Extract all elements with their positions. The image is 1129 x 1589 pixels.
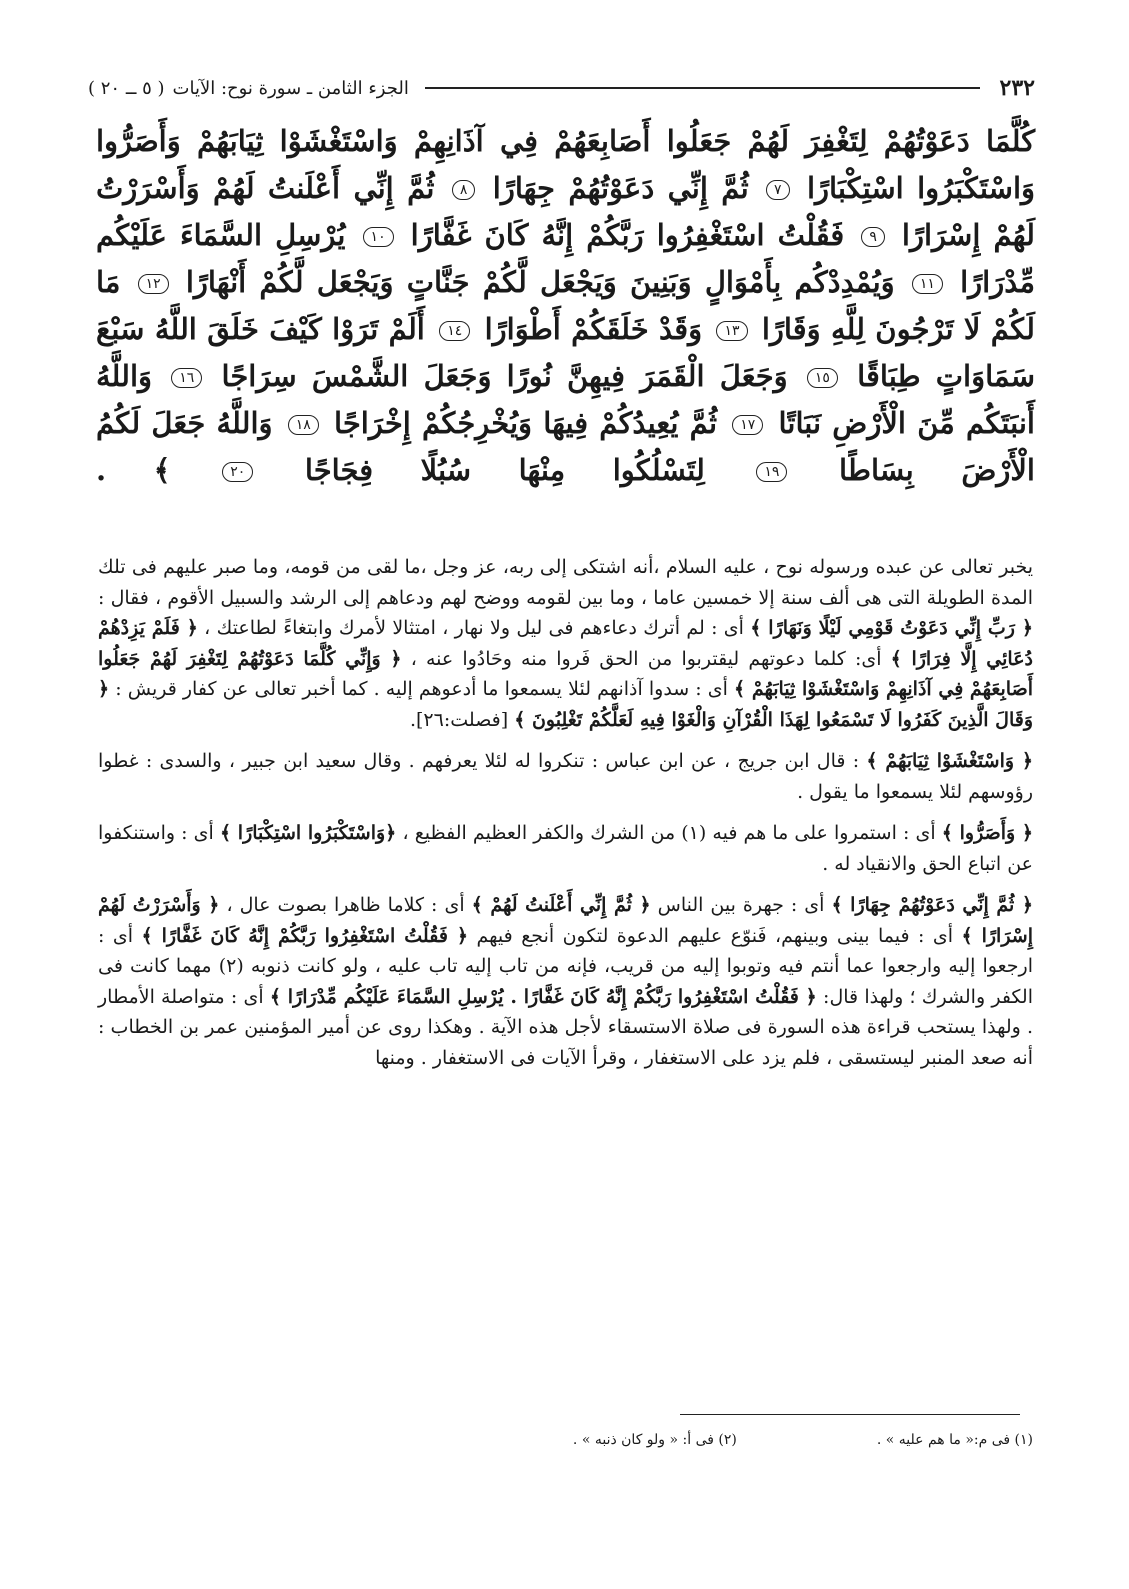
verse-text: مَا لَكُمْ لَا تَرْجُونَ لِلَّهِ وَقَارًا — [96, 265, 1035, 346]
page-header — [88, 70, 1035, 106]
quote: ﴿ وَأَصَرُّوا ﴾ — [941, 822, 1033, 844]
verse-text: وَجَعَلَ الْقَمَرَ فِيهِنَّ نُورًا وَجَعَلَ الشَّمْسَ سِرَاجًا — [221, 359, 788, 393]
verse-text: وَيُمْدِدْكُم بِأَمْوَالٍ وَبَنِينَ وَيَجْعَل لَّكُمْ جَنَّاتٍ وَيَجْعَل لَّكُمْ أَنْهَارًا — [185, 265, 895, 299]
verse-number: ٢٠ — [222, 462, 253, 482]
verse-text: وَقَدْ خَلَقَكُمْ أَطْوَارًا — [484, 312, 703, 346]
header-title: الجزء الثامن ـ سورة نوح: الآيات — [172, 77, 409, 99]
quote: ﴿ فَقُلْتُ اسْتَغْفِرُوا رَبَّكُمْ إِنَّهُ كَانَ غَفَّارًا . يُرْسِلِ السَّمَاءَ عَلَيْكُم مِّدْرَارًا ﴾ — [269, 985, 817, 1008]
verse-number: ١٩ — [756, 462, 787, 482]
verse-number: ١٣ — [716, 321, 747, 341]
footnotes — [260, 1432, 1033, 1448]
footnote-rule — [680, 1414, 1020, 1415]
quote: ﴿ وَاسْتَغْشَوْا ثِيَابَهُمْ ﴾ — [866, 750, 1033, 772]
quote: ﴿ ثُمَّ إِنِّي دَعَوْتُهُمْ جِهَارًا ﴾ — [831, 894, 1034, 916]
verse-number: ١٢ — [138, 274, 169, 294]
header-rule — [425, 87, 980, 89]
paragraph-text: أى : سدوا آذانهم لئلا يسمعوا ما أدعوهم إليه . كما أخبر تعالى عن كفار قريش : — [115, 678, 728, 700]
paragraph-text: أى : ارجعوا إليه وارجعوا عما أنتم فيه وتوبوا إليه من قريب، فإنه من تاب إليه تاب عليه ، ولو كانت ذنوبه (٢) مهما كانت فى الكفر والشرك ؛ ولهذا قال: — [98, 924, 1033, 1008]
page-number: ٢٣٢ — [999, 75, 1035, 101]
verse-number: ١٧ — [732, 415, 763, 435]
citation: [فصلت:٢٦]. — [409, 708, 509, 731]
verse-text: لِتَسْلُكُوا مِنْهَا سُبُلًا فِجَاجًا — [304, 453, 705, 487]
verse-number: ٧ — [766, 180, 790, 200]
paragraph-text: : قال ابن جريج ، عن ابن عباس : تنكروا له لئلا يعرفهم . وقال سعيد ابن جبير ، والسدى : غطوا رؤوسهم لئلا يسمعوا ما يقول . — [98, 750, 1033, 803]
commentary-body — [98, 552, 1033, 1073]
verse-number: ١٨ — [288, 415, 319, 435]
verse-text: ثُمَّ إِنِّي أَعْلَنتُ لَهُمْ وَأَسْرَرْتُ لَهُمْ إِسْرَارًا — [96, 171, 1035, 252]
verse-number: ١٠ — [363, 227, 394, 247]
quote: ﴿ فَقُلْتُ اسْتَغْفِرُوا رَبَّكُمْ إِنَّهُ كَانَ غَفَّارًا ﴾ — [141, 924, 469, 947]
paragraph-text: أى : واستنكفوا عن اتباع الحق والانقياد له . — [98, 822, 1033, 875]
paragraph-text: أى: كلما دعوتهم ليقتربوا من الحق فَروا منه وحَادُوا عنه ، — [410, 647, 882, 670]
quote: ﴿ ثُمَّ إِنِّي أَعْلَنتُ لَهُمْ ﴾ — [471, 894, 651, 916]
paragraph-text: أى : متواصلة الأمطار . ولهذا يستحب قراءة هذه السورة فى صلاة الاستسقاء لأجل هذه الآية . وهكذا روى عن أمير المؤمنين عمر بن الخطاب : أنه صعد المنبر ليستسقى ، فلم يزد على الاستغفار ، وقرأ الآيات فى الاستغفار . ومنها — [98, 985, 1033, 1069]
paragraph — [98, 746, 1033, 807]
paragraph-text: أى : كلاما ظاهرا بصوت عال ، — [226, 894, 465, 916]
quran-verses — [96, 118, 1035, 494]
verse-text: أَلَمْ تَرَوْا كَيْفَ خَلَقَ اللَّهُ سَبْعَ سَمَاوَاتٍ طِبَاقًا — [96, 312, 1035, 393]
quote: ﴿ رَبِّ إِنِّي دَعَوْتُ قَوْمِي لَيْلًا وَنَهَارًا ﴾ — [750, 617, 1034, 639]
verse-number: ١١ — [912, 274, 943, 294]
verse-text: فَقُلْتُ اسْتَغْفِرُوا رَبَّكُمْ إِنَّهُ كَانَ غَفَّارًا — [410, 218, 845, 252]
verse-number: ٩ — [861, 227, 885, 247]
verse-text: وَاللَّهُ جَعَلَ لَكُمُ الْأَرْضَ بِسَاطًا — [96, 406, 1035, 487]
verse-number: ٨ — [452, 180, 476, 200]
footnote-1: (١) فى م:« ما هم عليه » . — [876, 1432, 1033, 1448]
paragraph — [98, 818, 1033, 879]
paragraph — [98, 552, 1033, 735]
paragraph — [98, 890, 1033, 1073]
paragraph-text: أى : لم أترك دعاءهم فى ليل ولا نهار ، امتثالا لأمرك وابتغاءً لطاعتك ، — [204, 617, 744, 639]
quote: ﴿ فَلَمْ يَزِدْهُمْ دُعَائِي إِلَّا فِرَارًا ﴾ — [98, 617, 1033, 670]
verse-text: يُرْسِلِ السَّمَاءَ عَلَيْكُم مِّدْرَارًا — [96, 218, 1035, 299]
quote: ﴿ وَقَالَ الَّذِينَ كَفَرُوا لَا تَسْمَعُوا لِهَذَا الْقُرْآنِ وَالْغَوْا فِيهِ لَعَلَّكُمْ تَغْلِبُونَ ﴾ — [98, 678, 1033, 731]
verse-number: ١٤ — [439, 321, 470, 341]
verses-end-mark: ﴾ . — [96, 453, 171, 487]
verse-text: وَاللَّهُ أَنبَتَكُم مِّنَ الْأَرْضِ نَبَاتًا — [96, 359, 1035, 440]
quote: ﴿ وَأَسْرَرْتُ لَهُمْ إِسْرَارًا ﴾ — [98, 894, 1034, 947]
quote: ﴿ وَإِنِّي كُلَّمَا دَعَوْتُهُمْ لِتَغْفِرَ لَهُمْ جَعَلُوا أَصَابِعَهُمْ فِي آذَانِهِمْ وَاسْتَغْشَوْا ثِيَابَهُمْ ﴾ — [98, 647, 1033, 700]
footnote-2: (٢) فى أ: « ولو كان ذنبه » . — [572, 1432, 737, 1448]
verse-number: ١٥ — [807, 368, 838, 388]
verse-number: ١٦ — [171, 368, 202, 388]
quote: ﴿وَاسْتَكْبَرُوا اسْتِكْبَارًا ﴾ — [219, 822, 397, 844]
header-verse-range: ( ٥ ــ ٢٠ ) — [88, 77, 165, 99]
verse-text: ثُمَّ يُعِيدُكُمْ فِيهَا وَيُخْرِجُكُمْ إِخْرَاجًا — [334, 406, 718, 440]
verse-text: ثُمَّ إِنِّي دَعَوْتُهُمْ جِهَارًا — [492, 171, 749, 205]
verse-text: كُلَّمَا دَعَوْتُهُمْ لِتَغْفِرَ لَهُمْ جَعَلُوا أَصَابِعَهُمْ فِي آذَانِهِمْ وَاسْتَغْشَوْا ثِيَابَهُمْ وَأَصَرُّوا وَاسْتَكْبَرُوا اسْتِكْبَارًا — [96, 124, 1036, 205]
paragraph-text: أى : جهرة بين الناس — [657, 894, 825, 916]
paragraph-text: أى : فيما بينى وبينهم، فَنوّع عليهم الدعوة لتكون أنجع فيهم — [476, 924, 953, 947]
paragraph-text: أى : استمروا على ما هم فيه (١) من الشرك والكفر العظيم الفظيع ، — [402, 822, 936, 844]
paragraph-text: يخبر تعالى عن عبده ورسوله نوح ، عليه السلام ،أنه اشتكى إلى ربه، عز وجل ،ما لقى من قومه، وما صبر عليهم فى تلك المدة الطويلة التى هى ألف سنة إلا خمسين عاما ، وما بين لقومه ووضح لهم ودعاهم إلى الرشد والسبيل الأقوم ، فقال : — [98, 556, 1033, 609]
